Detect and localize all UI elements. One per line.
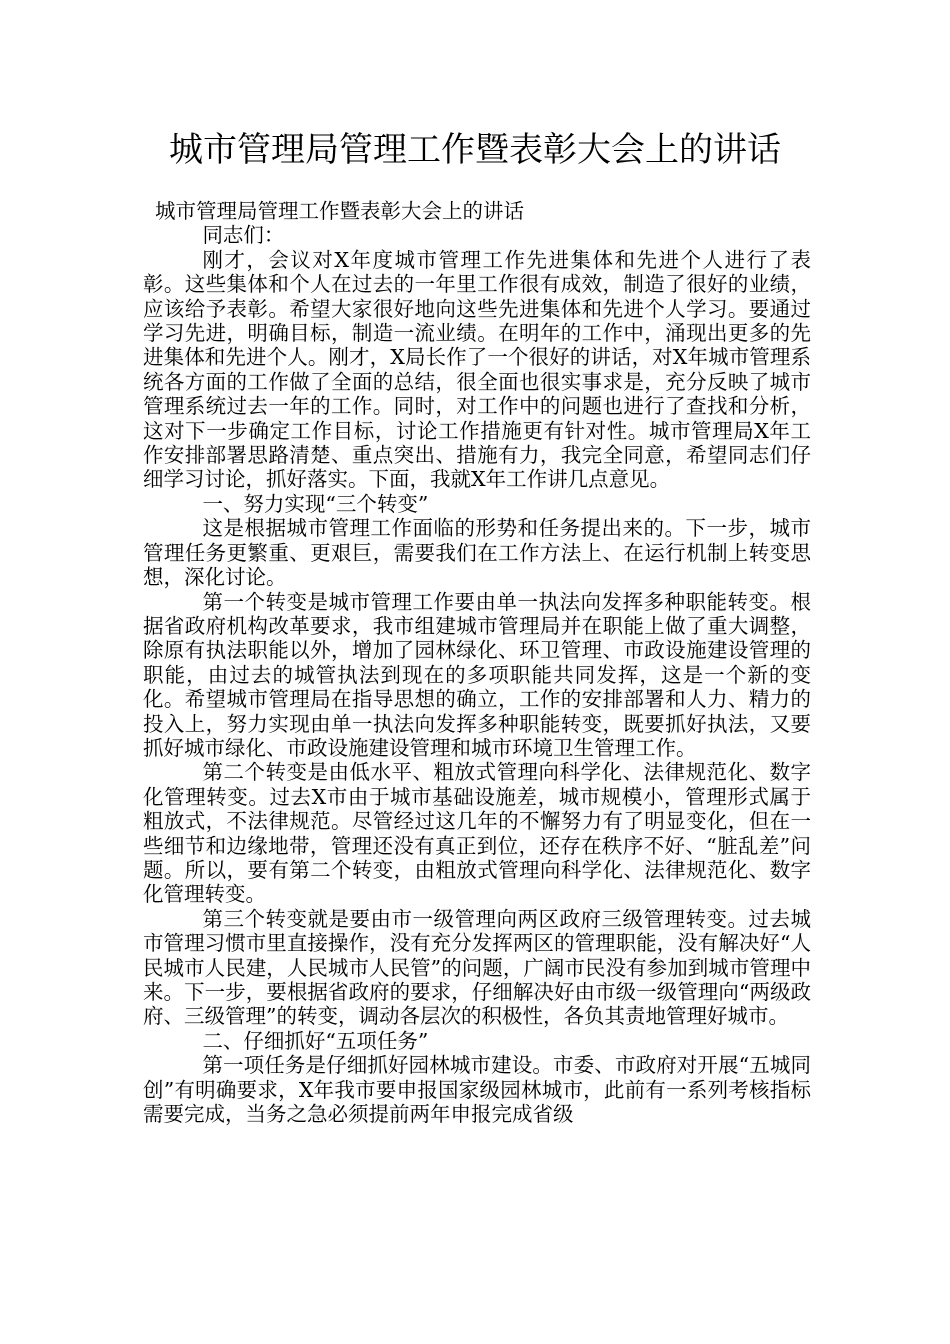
paragraph-section1-intro: 这是根据城市管理工作面临的形势和任务提出来的。下一步，城市管理任务更繁重、更艰巨，需要我们在工作方法上、在运行机制上转变思想，深化讨论。 <box>143 516 811 590</box>
paragraph-second-transformation: 第二个转变是由低水平、粗放式管理向科学化、法律规范化、数字化管理转变。过去X市由于城市基础设施差，城市规模小，管理形式属于粗放式，不法律规范。尽管经过这几年的不懈努力有了明显变化，但在一些细节和边缘地带，管理还没有真正到位，还存在秩序不好、“脏乱差”问题。所以，要有第二个转变，由粗放式管理向科学化、法律规范化、数字化管理转变。 <box>143 760 811 907</box>
paragraph-first-task: 第一项任务是仔细抓好园林城市建设。市委、市政府对开展“五城同创”有明确要求，X年我市要申报国家级园林城市，此前有一系列考核指标需要完成，当务之急必须提前两年申报完成省级 <box>143 1053 811 1127</box>
paragraph-first-transformation: 第一个转变是城市管理工作要由单一执法向发挥多种职能转变。根据省政府机构改革要求，我市组建城市管理局并在职能上做了重大调整，除原有执法职能以外，增加了园林绿化、环卫管理、市政设施建设管理的职能，由过去的城管执法到现在的多项职能共同发挥，这是一个新的变化。希望城市管理局在指导思想的确立，工作的安排部署和人力、精力的投入上，努力实现由单一执法向发挥多种职能转变，既要抓好执法，又要抓好城市绿化、市政设施建设管理和城市环境卫生管理工作。 <box>143 589 811 760</box>
document-subtitle: 城市管理局管理工作暨表彰大会上的讲话 <box>155 199 524 223</box>
section-heading-2: 二、仔细抓好“五项任务” <box>202 1028 429 1053</box>
section-heading-1: 一、努力实现“三个转变” <box>202 491 429 516</box>
salutation: 同志们： <box>202 223 285 248</box>
paragraph-third-transformation: 第三个转变就是要由市一级管理向两区政府三级管理转变。过去城市管理习惯市里直接操作，没有充分发挥两区的管理职能，没有解决好“人民城市人民建，人民城市人民管”的问题，广阔市民没有参加到城市管理中来。下一步，要根据省政府的要求，仔细解决好由市级一级管理向“两级政府、三级管理”的转变，调动各层次的积极性，各负其责地管理好城市。 <box>143 906 811 1029</box>
document-body <box>143 199 811 1126</box>
paragraph-intro: 刚才，会议对X年度城市管理工作先进集体和先进个人进行了表彰。这些集体和个人在过去的一年里工作很有成效，制造了很好的业绩，应该给予表彰。希望大家很好地向这些先进集体和先进个人学习。要通过学习先进，明确目标，制造一流业绩。在明年的工作中，涌现出更多的先进集体和先进个人。刚才，X局长作了一个很好的讲话，对X年城市管理系统各方面的工作做了全面的总结，很全面也很实事求是，充分反映了城市管理系统过去一年的工作。同时，对工作中的问题也进行了查找和分析，这对下一步确定工作目标，讨论工作措施更有针对性。城市管理局X年工作安排部署思路清楚、重点突出、措施有力，我完全同意，希望同志们仔细学习讨论，抓好落实。下面，我就X年工作讲几点意见。 <box>143 247 811 492</box>
document-title: 城市管理局管理工作暨表彰大会上的讲话 <box>169 130 781 170</box>
